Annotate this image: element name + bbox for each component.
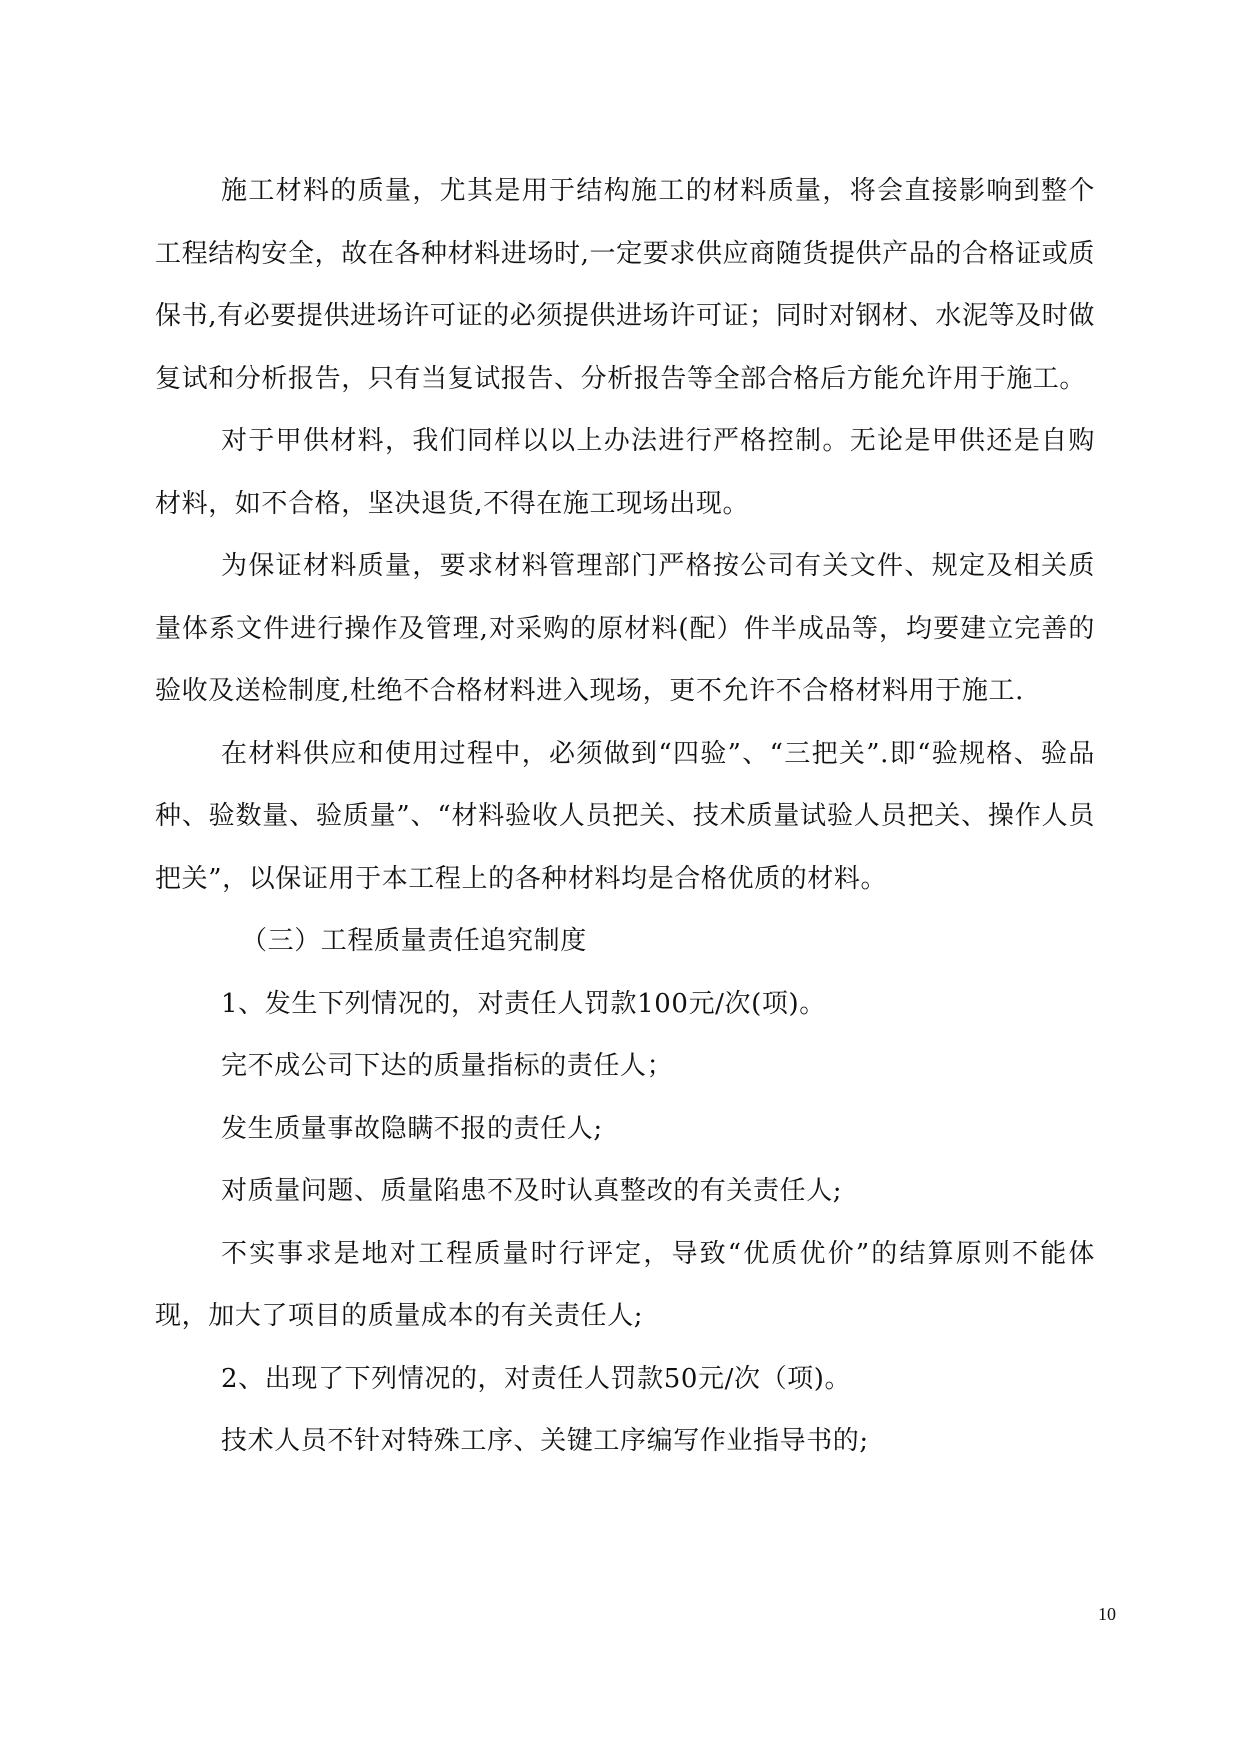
document-body [155,160,1095,1473]
page-number: 10 [1098,1604,1116,1624]
list-item-quality-evaluation: 不实事求是地对工程质量时行评定，导致“优质优价”的结算原则不能体现，加大了项目的质量成本的有关责任人; [155,1238,1095,1331]
section-heading-accountability: （三）工程质量责任追究制度 [241,926,587,956]
paragraph-material-quality: 施工材料的质量，尤其是用于结构施工的材料质量，将会直接影响到整个工程结构安全，故在各种材料进场时,一定要求供应商随货提供产品的合格证或质保书,有必要提供进场许可证的必须提供进场许可证；同时对钢材、水泥等及时做复试和分析报告，只有当复试报告、分析报告等全部合格后方能允许用于施工。 [155,176,1095,394]
paragraph-owner-supplied-materials: 对于甲供材料，我们同样以以上办法进行严格控制。无论是甲供还是自购材料，如不合格，坚决退货,不得在施工现场出现。 [155,426,1095,519]
paragraph-material-management: 为保证材料质量，要求材料管理部门严格按公司有关文件、规定及相关质量体系文件进行操作及管理,对采购的原材料(配）件半成品等，均要建立完善的验收及送检制度,杜绝不合格材料进入现场，更不允许不合格材料用于施工. [155,551,1095,706]
list-item-penalty-100: 1、发生下列情况的，对责任人罚款100元/次(项)。 [221,988,826,1019]
list-item-quality-target: 完不成公司下达的质量指标的责任人； [221,1051,674,1081]
list-item-penalty-50: 2、出现了下列情况的，对责任人罚款50元/次（项)。 [221,1363,852,1394]
list-item-rectification: 对质量问题、质量陷患不及时认真整改的有关责任人; [221,1176,843,1206]
paragraph-four-checks-three-controls: 在材料供应和使用过程中，必须做到“四验”、“三把关”.即“验规格、验品种、验数量、验质量”、“材料验收人员把关、技术质量试验人员把关、操作人员把关”，以保证用于本工程上的各种材料均是合格优质的材料。 [155,738,1095,894]
list-item-concealed-accident: 发生质量事故隐瞒不报的责任人; [221,1113,603,1144]
list-item-work-instructions: 技术人员不针对特殊工序、关键工序编写作业指导书的; [221,1426,869,1456]
